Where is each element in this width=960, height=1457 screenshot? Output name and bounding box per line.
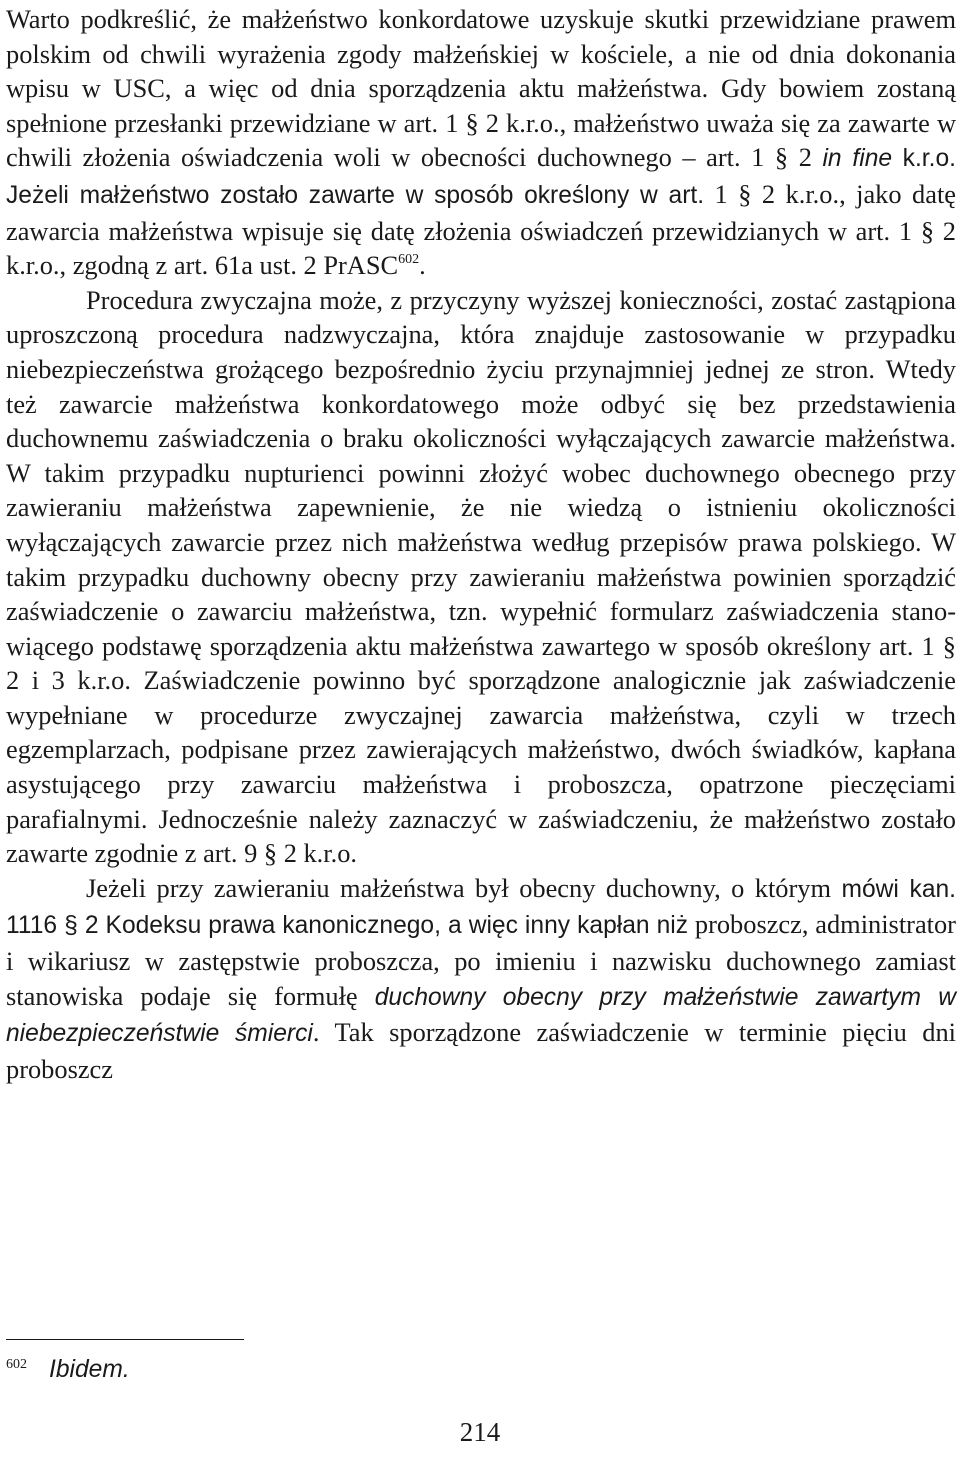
paragraph-3 [6,871,956,1087]
paragraph-2-text-b: wiącego podstawę sporządzenia aktu małżeństwa zawartego w sposób określony art. 1 § 2 i 3 k.r.o. Zaświadczenie powinno być sporządzone analogicznie jak zaświadczenie wypełniane w procedurze zwyczajnej zawarcia małżeństwa, czyli w trzech egzemplarzach, podpisane przez zawierających małżeństwo, dwóch świadków, kapłana asystującego przy zawarciu małżeństwa i proboszcza, opatrzone pieczęciami parafialnymi. Jednocześnie należy zaznaczyć w zaświadczeniu, że małżeństwo zostało zawarte zgodnie z art. 9 § 2 k.r.o. [6,630,956,869]
paragraph-1-text-d: 1 § 2 k.r.o., jako datę zawarcia małżeństwa wpisuje się datę złożenia oświadczeń przewidzianych w art. 1 § 2 k.r.o., zgodną z art. 61a ust. 2 PrASC [6,178,957,281]
paragraph-3-text-sans: mówi kan. 1116 § 2 Kodeksu prawa kanonicznego, a więc inny kapłan niż [6,875,957,940]
footnote-reference: 602 [398,252,420,268]
paragraph-1-text-a: Warto podkreślić, że małżeństwo konkordatowe uzyskuje skutki przewidziane prawem polskim od chwili wyrażenia zgody małżeńskiej w kościele, a nie od dnia dokonania wpisu w USC, a więc od dnia sporządzenia aktu małżeństwa. Gdy bowiem zostaną spełnione przesłanki przewidziane w art. 1 § 2 k.r.o., małżeństwo uważa się za zawarte w chwili złożenia oświadczenia woli w obecności duchownego – art. 1 § 2 [6,4,956,173]
paragraph-1-text-sans: k.r.o. Jeżeli małżeństwo zostało zawarte w sposób określony w art. [6,145,956,209]
paragraph-1-text-e: . [419,250,426,281]
footnote-separator [6,1339,244,1340]
document-page [6,0,956,1086]
paragraph-1 [6,0,956,283]
paragraph-2-text-a: Procedura zwyczajna może, z przyczyny wyższej konieczności, zostać zastąpiona uproszczoną procedura nadzwyczajna, która znajduje zastosowanie w przypadku niebezpieczeństwa grożącego bezpośrednio życiu przynajmniej jednej ze stron. Wtedy też zawarcie małżeństwa konkordatowego może odbyć się bez przedstawienia duchownemu zaświadczenia o braku okoliczności wyłączających zawarcie małżeństwa. W takim przypadku nupturienci powinni złożyć wobec duchownego obecnego przy zawieraniu małżeństwa zapewnienie, że nie wiedzą o istnieniu okoliczności wyłączających zawarcie przez nich małżeństwa według przepisów prawa polskiego. W takim przypadku duchowny obecny przy zawieraniu małżeństwa powinien sporządzić zaświadczenie o zawarciu małżeństwa, tzn. wypełnić formularz zaświadczenia stano- [6,284,956,627]
paragraph-3-text-e: . Tak sporządzone zaświadczenie w terminie pięciu dni proboszcz [6,1017,956,1084]
paragraph-2 [6,283,956,871]
page-number: 214 [459,1417,501,1447]
paragraph-3-text-c: proboszcz, administrator i wikariusz w zastępstwie proboszcza, po imieniu i nazwisku duchownego zamiast stanowiska podaje się formułę [6,909,956,1011]
footnote [6,1345,130,1390]
paragraph-3-italic-phrase: duchowny obecny przy małżeństwie zawartym w niebezpieczeństwie śmierci [6,983,956,1048]
paragraph-1-italic-phrase: in fine [822,145,893,173]
body-text [6,0,956,1086]
paragraph-3-text-a: Jeżeli przy zawieraniu małżeństwa był obecny duchowny, o którym [86,872,831,903]
footnote-text: Ibidem. [49,1356,130,1383]
footnote-number: 602 [6,1357,27,1372]
